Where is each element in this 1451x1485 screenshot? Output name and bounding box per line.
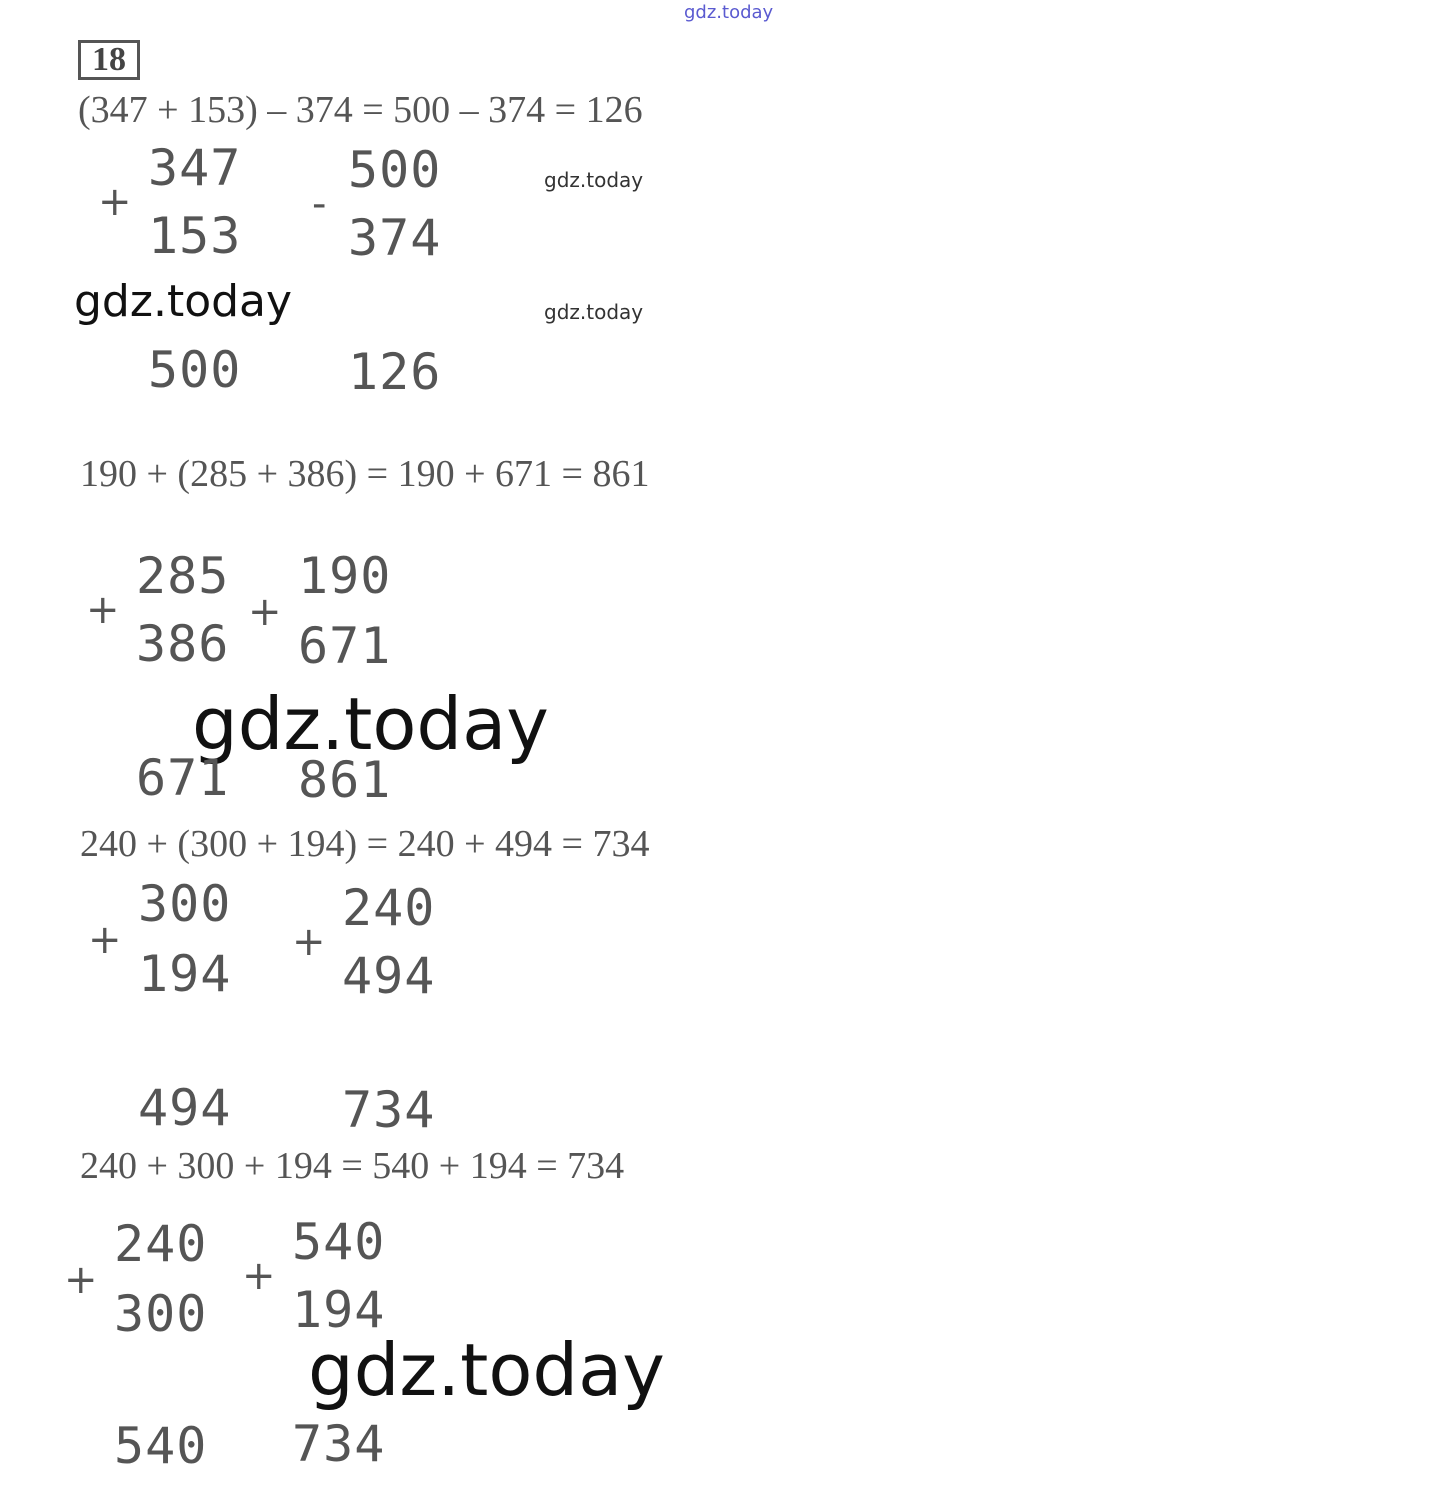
operand-2b-bottom: 671 — [298, 617, 392, 675]
operand-3b-bottom: 494 — [342, 947, 436, 1005]
operator-3b: + — [292, 919, 326, 965]
watermark-top: gdz.today — [684, 2, 774, 23]
operator-2b: + — [248, 589, 282, 635]
operand-1b-bottom: 374 — [348, 209, 442, 267]
operand-1a-bottom: 153 — [148, 207, 242, 265]
watermark-large-2: gdz.today — [308, 1328, 665, 1412]
watermark-medium: gdz.today — [74, 276, 293, 327]
result-4a: 540 — [114, 1417, 208, 1475]
equation-2: 190 + (285 + 386) = 190 + 671 = 861 — [80, 453, 650, 495]
operand-4a-top: 240 — [114, 1215, 208, 1273]
operator-1b: - — [312, 181, 327, 227]
operator-2a: + — [86, 587, 120, 633]
operand-3a-bottom: 194 — [138, 945, 232, 1003]
operand-1a-top: 347 — [148, 139, 242, 197]
equation-4: 240 + 300 + 194 = 540 + 194 = 734 — [80, 1145, 625, 1187]
operator-4b: + — [242, 1253, 276, 1299]
result-1a: 500 — [148, 341, 242, 399]
equation-1: (347 + 153) – 374 = 500 – 374 = 126 — [78, 89, 643, 131]
operand-4b-top: 540 — [292, 1213, 386, 1271]
operator-3a: + — [88, 917, 122, 963]
operand-2a-bottom: 386 — [136, 615, 230, 673]
watermark-small-2: gdz.today — [544, 300, 644, 324]
operand-2a-top: 285 — [136, 547, 230, 605]
operand-4a-bottom: 300 — [114, 1285, 208, 1343]
operand-1b-top: 500 — [348, 141, 442, 199]
result-2a: 671 — [136, 749, 230, 807]
result-2b: 861 — [298, 751, 392, 809]
result-3b: 734 — [342, 1081, 436, 1139]
equation-3: 240 + (300 + 194) = 240 + 494 = 734 — [80, 823, 650, 865]
result-4b: 734 — [292, 1415, 386, 1473]
result-3a: 494 — [138, 1079, 232, 1137]
task-number: 18 — [78, 40, 140, 80]
operand-3a-top: 300 — [138, 875, 232, 933]
operator-4a: + — [64, 1257, 98, 1303]
watermark-small-1: gdz.today — [544, 168, 644, 192]
operand-4b-bottom: 194 — [292, 1281, 386, 1339]
operand-2b-top: 190 — [298, 547, 392, 605]
result-1b: 126 — [348, 343, 442, 401]
operator-1a: + — [98, 179, 132, 225]
operand-3b-top: 240 — [342, 879, 436, 937]
watermark-large-1: gdz.today — [192, 682, 549, 766]
